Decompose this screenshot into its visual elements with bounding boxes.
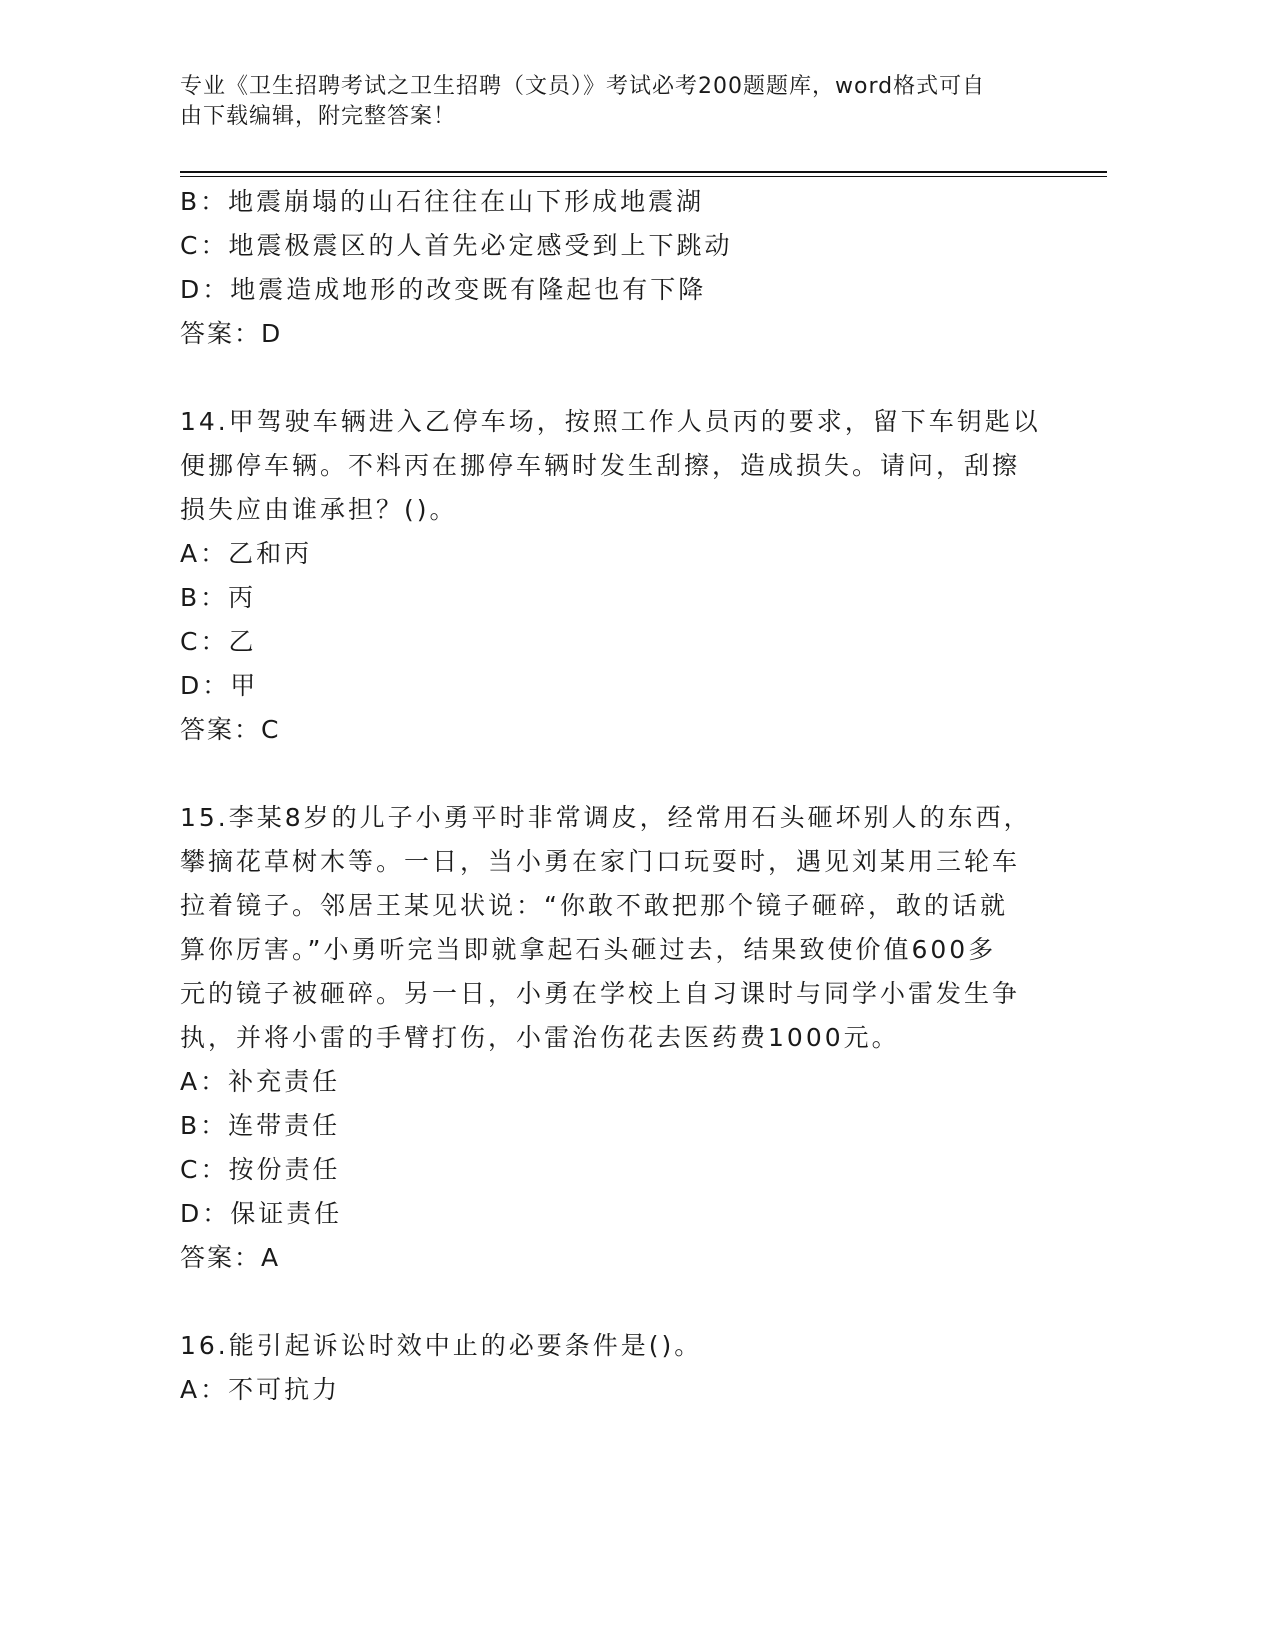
header-divider-thin <box>180 176 1107 177</box>
q15-answer: 答案：A <box>180 1243 281 1272</box>
q14-option-a: A：乙和丙 <box>180 539 313 568</box>
q13-answer: 答案：D <box>180 319 283 348</box>
q13-option-c: C：地震极震区的人首先必定感受到上下跳动 <box>180 231 733 260</box>
spacer <box>180 1280 1040 1324</box>
q16-stem-line-1: 16.能引起诉讼时效中止的必要条件是()。 <box>180 1331 703 1360</box>
header-divider-thick <box>180 171 1107 173</box>
header-title-line-2: 由下载编辑，附完整答案！ <box>180 104 457 129</box>
q15-stem-line-2: 攀摘花草树木等。一日，当小勇在家门口玩耍时，遇见刘某用三轮车 <box>180 847 1021 876</box>
q15-option-b: B：连带责任 <box>180 1111 341 1140</box>
q15-stem-line-5: 元的镜子被砸碎。另一日，小勇在学校上自习课时与同学小雷发生争 <box>180 979 1021 1008</box>
q14-stem-line-2: 便挪停车辆。不料丙在挪停车辆时发生刮擦，造成损失。请问，刮擦 <box>180 451 1021 480</box>
q13-option-b: B：地震崩塌的山石往往在山下形成地震湖 <box>180 187 705 216</box>
question-14 <box>180 400 1040 752</box>
q13-option-d: D：地震造成地形的改变既有隆起也有下降 <box>180 275 707 304</box>
q15-stem-line-4: 算你厉害。”小勇听完当即就拿起石头砸过去，结果致使价值600多 <box>180 935 997 964</box>
q16-option-a: A：不可抗力 <box>180 1375 341 1404</box>
document-header <box>180 72 1040 132</box>
q15-stem-line-3: 拉着镜子。邻居王某见状说：“你敢不敢把那个镜子砸碎，敢的话就 <box>180 891 1008 920</box>
spacer <box>180 356 1040 400</box>
q14-stem-line-1: 14.甲驾驶车辆进入乙停车场，按照工作人员丙的要求，留下车钥匙以 <box>180 407 1041 436</box>
q15-stem-line-1: 15.李某8岁的儿子小勇平时非常调皮，经常用石头砸坏别人的东西， <box>180 803 1032 832</box>
q14-answer: 答案：C <box>180 715 281 744</box>
q15-option-c: C：按份责任 <box>180 1155 341 1184</box>
q15-stem-line-6: 执，并将小雷的手臂打伤，小雷治伤花去医药费1000元。 <box>180 1023 900 1052</box>
q15-option-d: D：保证责任 <box>180 1199 343 1228</box>
q15-option-a: A：补充责任 <box>180 1067 341 1096</box>
q14-option-d: D：甲 <box>180 671 259 700</box>
q14-option-b: B：丙 <box>180 583 257 612</box>
question-13 <box>180 180 1040 356</box>
header-title-line-1: 专业《卫生招聘考试之卫生招聘（文员）》考试必考200题题库，word格式可自 <box>180 74 986 99</box>
document-body <box>180 180 1040 1412</box>
question-16 <box>180 1324 1040 1412</box>
question-15 <box>180 796 1040 1280</box>
spacer <box>180 752 1040 796</box>
q14-stem-line-3: 损失应由谁承担？()。 <box>180 495 458 524</box>
q14-option-c: C：乙 <box>180 627 257 656</box>
